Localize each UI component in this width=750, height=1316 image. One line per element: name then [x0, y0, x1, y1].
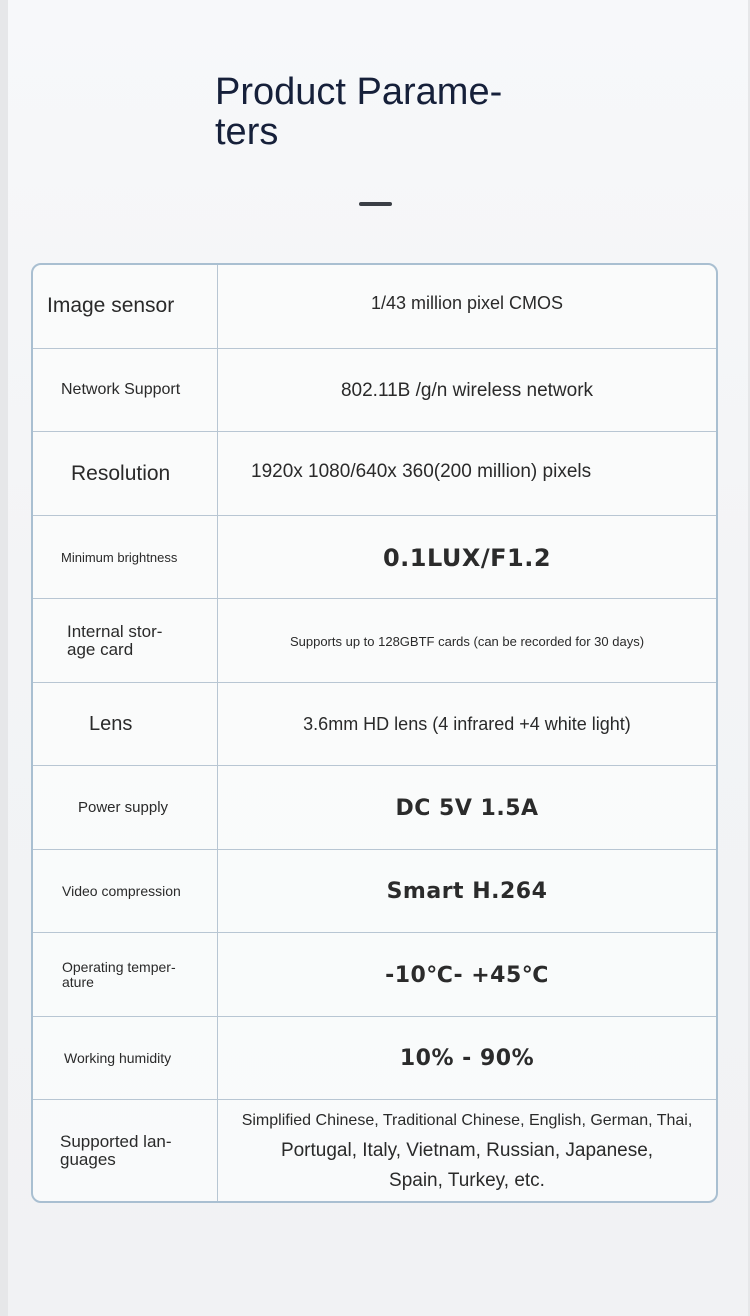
- internal-storage-label-line-1: Internal stor-: [67, 622, 163, 642]
- table-row: [33, 515, 716, 599]
- supported-languages-label-line-2: guages: [60, 1150, 116, 1169]
- parameter-value: [218, 516, 716, 599]
- lens-label: Lens: [89, 713, 133, 735]
- table-row: [33, 765, 716, 850]
- supported-languages-label-line-1: Supported lan-: [60, 1132, 172, 1152]
- parameter-label: [33, 850, 218, 933]
- parameter-label: [33, 349, 218, 432]
- table-row: [33, 1099, 716, 1202]
- video-compression-value: Smart H.264: [386, 879, 548, 904]
- parameter-label: [33, 599, 218, 683]
- resolution-value: 1920x 1080/640x 360(200 million) pixels: [251, 461, 592, 482]
- parameters-table: [31, 263, 718, 1203]
- table-row: [33, 598, 716, 683]
- page-title-line-1: Product Parame-: [215, 71, 503, 113]
- parameter-value: [218, 599, 716, 683]
- parameter-value: [218, 349, 716, 432]
- network-support-value: 802.11B /g/n wireless network: [340, 379, 594, 401]
- title-divider: [359, 202, 392, 206]
- table-row: [33, 431, 716, 516]
- lens-value: 3.6mm HD lens (4 infrared +4 white light): [303, 714, 631, 734]
- image-sensor-value: 1/43 million pixel CMOS: [370, 293, 564, 313]
- operating-temperature-label-line-2: ature: [62, 974, 94, 990]
- operating-temperature-value: -10℃- +45℃: [385, 962, 549, 988]
- parameter-value: [218, 1100, 716, 1202]
- parameter-value: [218, 683, 716, 766]
- table-row: [33, 682, 716, 766]
- working-humidity-value: 10% - 90%: [399, 1046, 535, 1071]
- parameter-value: [218, 432, 716, 516]
- internal-storage-label-line-2: age card: [67, 640, 134, 659]
- table-row: [33, 849, 716, 933]
- parameter-value: [218, 766, 716, 850]
- parameter-label: [33, 766, 218, 850]
- supported-languages-value-line-2: Portugal, Italy, Vietnam, Russian, Japanese,: [280, 1140, 654, 1161]
- table-row: [33, 1016, 716, 1100]
- parameter-label: [33, 933, 218, 1017]
- minimum-brightness-value: 0.1LUX/F1.2: [382, 543, 552, 572]
- table-row: [33, 265, 716, 348]
- table-row: [33, 932, 716, 1017]
- power-supply-value: DC 5V 1.5A: [395, 795, 539, 821]
- video-compression-label: Video compression: [62, 883, 181, 900]
- parameter-label: [33, 265, 218, 348]
- parameter-label: [33, 1100, 218, 1202]
- page-title: [215, 72, 545, 152]
- internal-storage-value: Supports up to 128GBTF cards (can be recorded for 30 days): [289, 633, 645, 649]
- network-support-label: Network Support: [61, 381, 181, 399]
- supported-languages-value-line-3: Spain, Turkey, etc.: [389, 1170, 545, 1191]
- parameter-value: [218, 1017, 716, 1100]
- supported-languages-value-line-1: Simplified Chinese, Traditional Chinese, English, German, Thai,: [241, 1112, 693, 1129]
- page: [8, 0, 748, 1316]
- supported-languages-value: [242, 1106, 693, 1196]
- power-supply-label: Power supply: [78, 799, 169, 817]
- parameter-value: [218, 265, 716, 348]
- operating-temperature-label-line-1: Operating temper-: [62, 959, 176, 976]
- parameter-value: [218, 933, 716, 1017]
- page-title-line-2: ters: [215, 111, 279, 153]
- resolution-label: Resolution: [71, 461, 171, 485]
- parameter-label: [33, 516, 218, 599]
- parameter-value: [218, 850, 716, 933]
- working-humidity-label: Working humidity: [64, 1050, 172, 1067]
- minimum-brightness-label: Minimum brightness: [61, 549, 178, 565]
- parameter-label: [33, 432, 218, 516]
- parameter-label: [33, 1017, 218, 1100]
- image-sensor-label: Image sensor: [47, 294, 175, 318]
- parameter-label: [33, 683, 218, 766]
- table-row: [33, 348, 716, 432]
